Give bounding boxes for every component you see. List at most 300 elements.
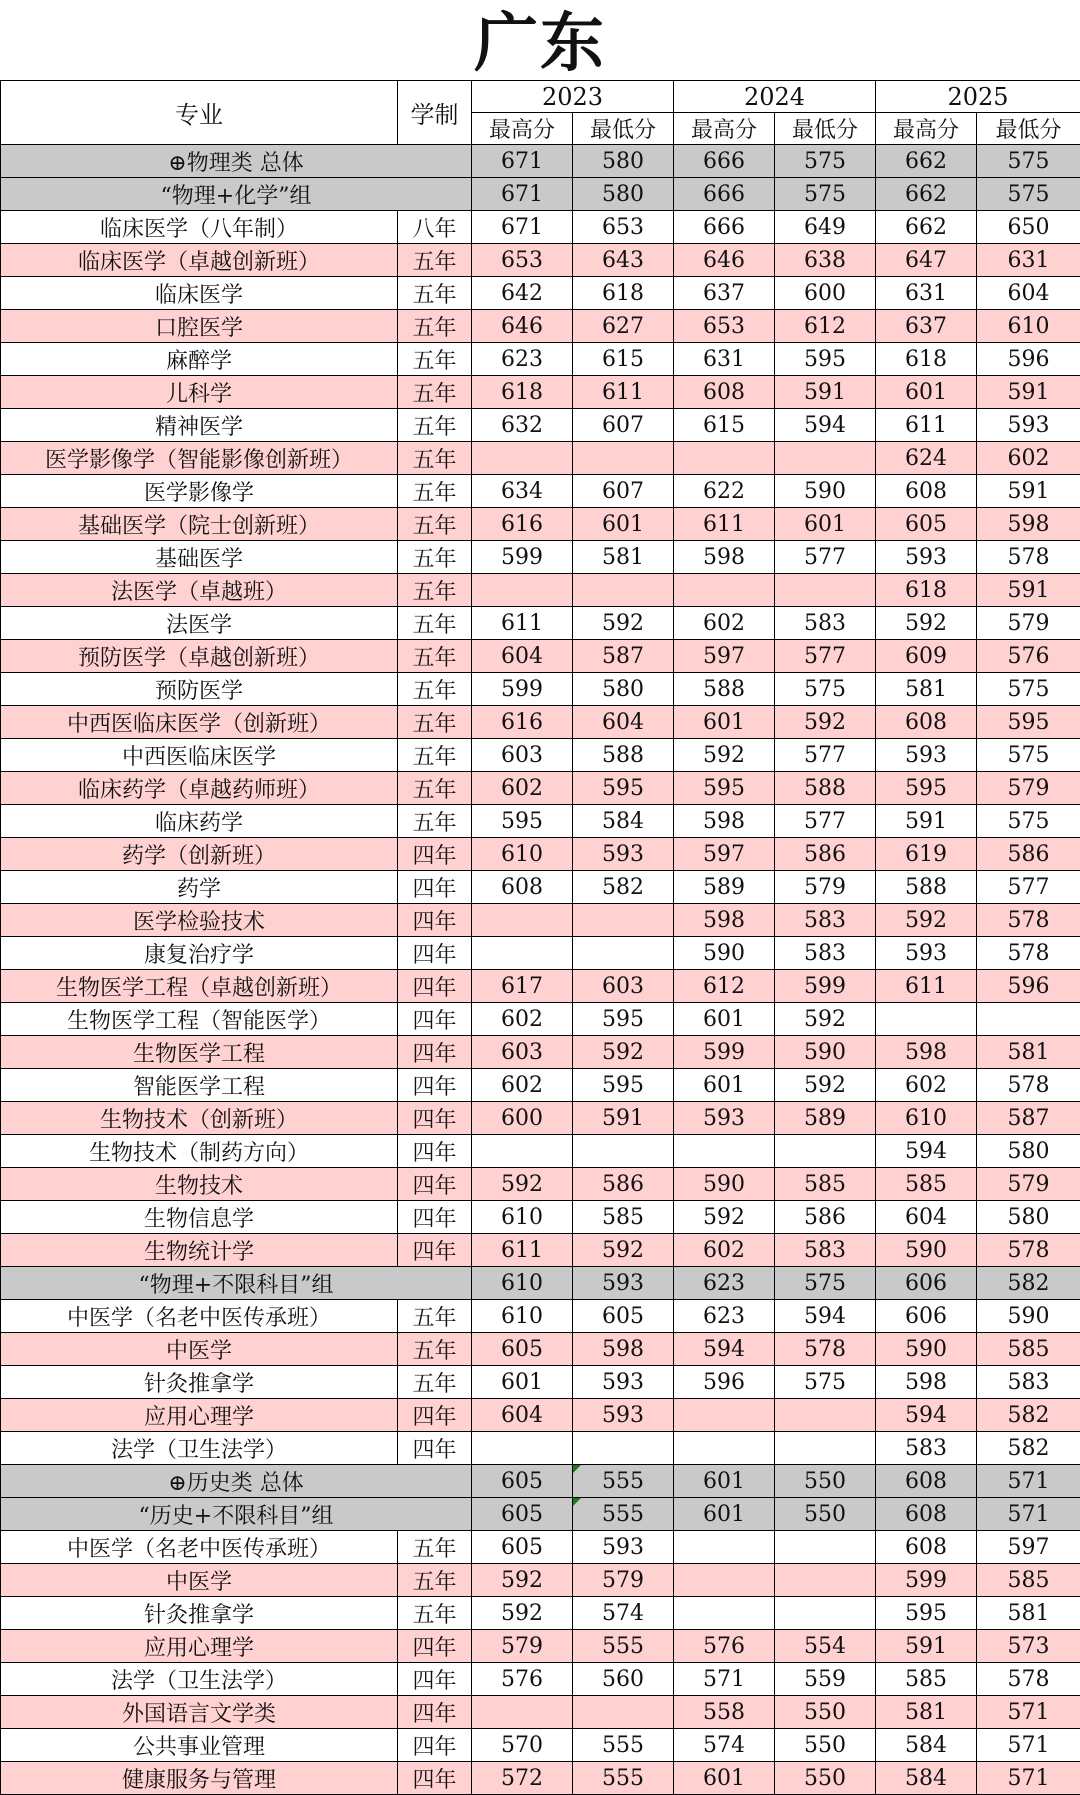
score-min-2025: 582 bbox=[977, 1432, 1080, 1465]
score-min-2024: 591 bbox=[775, 376, 876, 409]
score-max-2024: 558 bbox=[674, 1696, 775, 1729]
score-max-2023: 611 bbox=[472, 607, 573, 640]
score-max-2024: 598 bbox=[674, 805, 775, 838]
score-min-2023: 555 bbox=[573, 1498, 674, 1531]
duration: 四年 bbox=[398, 937, 472, 970]
major-name: 生物医学工程（卓越创新班） bbox=[1, 970, 398, 1003]
score-max-2023: 592 bbox=[472, 1597, 573, 1630]
score-max-2024: 601 bbox=[674, 1498, 775, 1531]
score-max-2024 bbox=[674, 1597, 775, 1630]
duration: 四年 bbox=[398, 1135, 472, 1168]
duration: 五年 bbox=[398, 739, 472, 772]
table-row bbox=[1, 508, 1080, 541]
score-max-2023: 642 bbox=[472, 277, 573, 310]
score-max-2024: 599 bbox=[674, 1036, 775, 1069]
duration: 五年 bbox=[398, 442, 472, 475]
table-row bbox=[1, 1003, 1080, 1036]
header-min-2024: 最低分 bbox=[775, 113, 876, 145]
group-label: ⊕物理类 总体 bbox=[1, 145, 472, 178]
score-min-2025: 579 bbox=[977, 1168, 1080, 1201]
major-name: 法医学（卓越班） bbox=[1, 574, 398, 607]
score-min-2025: 582 bbox=[977, 1399, 1080, 1432]
major-name: 法医学 bbox=[1, 607, 398, 640]
duration: 五年 bbox=[398, 1597, 472, 1630]
score-max-2024: 590 bbox=[674, 1168, 775, 1201]
score-max-2024 bbox=[674, 1135, 775, 1168]
score-min-2024: 585 bbox=[775, 1168, 876, 1201]
duration: 四年 bbox=[398, 1729, 472, 1762]
score-max-2025: 608 bbox=[876, 1465, 977, 1498]
score-max-2025: 588 bbox=[876, 871, 977, 904]
table-row bbox=[1, 1333, 1080, 1366]
score-max-2023: 603 bbox=[472, 1036, 573, 1069]
table-row bbox=[1, 1135, 1080, 1168]
score-min-2024: 600 bbox=[775, 277, 876, 310]
duration: 四年 bbox=[398, 1234, 472, 1267]
duration: 五年 bbox=[398, 475, 472, 508]
score-min-2025: 577 bbox=[977, 871, 1080, 904]
score-max-2025: 647 bbox=[876, 244, 977, 277]
score-min-2024: 583 bbox=[775, 904, 876, 937]
table-header bbox=[1, 81, 1080, 145]
score-min-2023: 555 bbox=[573, 1465, 674, 1498]
score-min-2025: 579 bbox=[977, 772, 1080, 805]
table-row bbox=[1, 1696, 1080, 1729]
score-max-2023: 623 bbox=[472, 343, 573, 376]
score-min-2024: 577 bbox=[775, 640, 876, 673]
table-row bbox=[1, 772, 1080, 805]
header-min-2025: 最低分 bbox=[977, 113, 1080, 145]
score-max-2023 bbox=[472, 1432, 573, 1465]
table-row bbox=[1, 310, 1080, 343]
table-row bbox=[1, 607, 1080, 640]
score-max-2024: 666 bbox=[674, 211, 775, 244]
score-max-2024 bbox=[674, 1564, 775, 1597]
score-min-2023 bbox=[573, 442, 674, 475]
score-min-2025: 590 bbox=[977, 1300, 1080, 1333]
score-max-2023: 602 bbox=[472, 1003, 573, 1036]
table-row bbox=[1, 1036, 1080, 1069]
score-min-2025: 581 bbox=[977, 1597, 1080, 1630]
table-row bbox=[1, 277, 1080, 310]
score-min-2023: 593 bbox=[573, 1267, 674, 1300]
score-min-2023: 555 bbox=[573, 1762, 674, 1795]
score-max-2025: 608 bbox=[876, 1498, 977, 1531]
score-max-2024: 611 bbox=[674, 508, 775, 541]
score-max-2025: 606 bbox=[876, 1267, 977, 1300]
score-max-2023: 617 bbox=[472, 970, 573, 1003]
score-min-2025: 575 bbox=[977, 805, 1080, 838]
score-max-2023: 602 bbox=[472, 1069, 573, 1102]
score-max-2024: 646 bbox=[674, 244, 775, 277]
score-max-2025: 606 bbox=[876, 1300, 977, 1333]
major-name: 药学（创新班） bbox=[1, 838, 398, 871]
major-name: 中医学（名老中医传承班） bbox=[1, 1300, 398, 1333]
score-max-2024: 601 bbox=[674, 1003, 775, 1036]
duration: 四年 bbox=[398, 871, 472, 904]
table-body bbox=[1, 145, 1080, 1795]
score-min-2023: 605 bbox=[573, 1300, 674, 1333]
duration: 四年 bbox=[398, 838, 472, 871]
duration: 五年 bbox=[398, 607, 472, 640]
score-max-2023: 646 bbox=[472, 310, 573, 343]
score-min-2024: 550 bbox=[775, 1465, 876, 1498]
score-max-2023: 671 bbox=[472, 145, 573, 178]
score-max-2023 bbox=[472, 904, 573, 937]
group-row bbox=[1, 1267, 1080, 1300]
score-max-2024: 637 bbox=[674, 277, 775, 310]
group-label: “物理+不限科目”组 bbox=[1, 1267, 472, 1300]
duration: 四年 bbox=[398, 1399, 472, 1432]
score-min-2023: 581 bbox=[573, 541, 674, 574]
major-name: 中西医临床医学 bbox=[1, 739, 398, 772]
score-max-2024: 590 bbox=[674, 937, 775, 970]
score-max-2024: 608 bbox=[674, 376, 775, 409]
duration: 五年 bbox=[398, 1333, 472, 1366]
score-min-2023: 607 bbox=[573, 409, 674, 442]
score-min-2024: 554 bbox=[775, 1630, 876, 1663]
major-name: 中医学（名老中医传承班） bbox=[1, 1531, 398, 1564]
score-max-2023: 616 bbox=[472, 706, 573, 739]
score-max-2025: 662 bbox=[876, 145, 977, 178]
score-min-2024: 638 bbox=[775, 244, 876, 277]
score-min-2023: 560 bbox=[573, 1663, 674, 1696]
score-min-2025: 575 bbox=[977, 178, 1080, 211]
duration: 四年 bbox=[398, 1003, 472, 1036]
score-min-2024 bbox=[775, 1399, 876, 1432]
score-min-2023: 593 bbox=[573, 1366, 674, 1399]
duration: 五年 bbox=[398, 1366, 472, 1399]
score-min-2023: 595 bbox=[573, 1069, 674, 1102]
table-row bbox=[1, 1300, 1080, 1333]
score-max-2025: 591 bbox=[876, 805, 977, 838]
duration: 五年 bbox=[398, 772, 472, 805]
score-min-2025: 593 bbox=[977, 409, 1080, 442]
major-name: 中医学 bbox=[1, 1333, 398, 1366]
score-min-2024: 583 bbox=[775, 937, 876, 970]
score-max-2023: 595 bbox=[472, 805, 573, 838]
score-max-2023: 592 bbox=[472, 1168, 573, 1201]
table-row bbox=[1, 1168, 1080, 1201]
duration: 五年 bbox=[398, 1531, 472, 1564]
major-name: 应用心理学 bbox=[1, 1630, 398, 1663]
score-min-2025: 591 bbox=[977, 475, 1080, 508]
score-min-2025: 571 bbox=[977, 1465, 1080, 1498]
duration: 五年 bbox=[398, 310, 472, 343]
score-min-2023: 574 bbox=[573, 1597, 674, 1630]
duration: 四年 bbox=[398, 1663, 472, 1696]
table-row bbox=[1, 1201, 1080, 1234]
score-max-2025: 608 bbox=[876, 475, 977, 508]
score-min-2024: 590 bbox=[775, 475, 876, 508]
score-max-2025: 610 bbox=[876, 1102, 977, 1135]
score-min-2023 bbox=[573, 1432, 674, 1465]
table-row bbox=[1, 343, 1080, 376]
score-min-2025: 578 bbox=[977, 1663, 1080, 1696]
score-max-2023: 599 bbox=[472, 673, 573, 706]
major-name: 生物技术（创新班） bbox=[1, 1102, 398, 1135]
score-max-2025: 601 bbox=[876, 376, 977, 409]
score-max-2024: 574 bbox=[674, 1729, 775, 1762]
score-min-2025: 586 bbox=[977, 838, 1080, 871]
score-max-2023: 604 bbox=[472, 640, 573, 673]
header-max-2025: 最高分 bbox=[876, 113, 977, 145]
score-min-2025: 602 bbox=[977, 442, 1080, 475]
major-name: 生物技术 bbox=[1, 1168, 398, 1201]
header-year-2023: 2023 bbox=[472, 81, 674, 113]
score-max-2023: 605 bbox=[472, 1498, 573, 1531]
table-row bbox=[1, 574, 1080, 607]
admission-score-table bbox=[0, 80, 1080, 1795]
score-min-2023: 582 bbox=[573, 871, 674, 904]
score-min-2023: 580 bbox=[573, 673, 674, 706]
score-min-2024: 577 bbox=[775, 805, 876, 838]
score-max-2024: 666 bbox=[674, 178, 775, 211]
score-min-2024: 589 bbox=[775, 1102, 876, 1135]
score-min-2024: 550 bbox=[775, 1498, 876, 1531]
score-min-2025: 583 bbox=[977, 1366, 1080, 1399]
group-row bbox=[1, 1498, 1080, 1531]
score-max-2023: 570 bbox=[472, 1729, 573, 1762]
score-min-2025: 585 bbox=[977, 1333, 1080, 1366]
score-min-2023: 555 bbox=[573, 1729, 674, 1762]
score-max-2024: 597 bbox=[674, 640, 775, 673]
score-min-2024: 592 bbox=[775, 1003, 876, 1036]
major-name: 临床医学 bbox=[1, 277, 398, 310]
score-max-2023: 603 bbox=[472, 739, 573, 772]
score-max-2024 bbox=[674, 1531, 775, 1564]
score-max-2025: 608 bbox=[876, 706, 977, 739]
score-max-2023 bbox=[472, 1696, 573, 1729]
score-min-2023: 615 bbox=[573, 343, 674, 376]
score-min-2023: 618 bbox=[573, 277, 674, 310]
table-row bbox=[1, 1102, 1080, 1135]
duration: 五年 bbox=[398, 244, 472, 277]
score-min-2025: 575 bbox=[977, 145, 1080, 178]
score-min-2023: 587 bbox=[573, 640, 674, 673]
major-name: 医学检验技术 bbox=[1, 904, 398, 937]
score-max-2025: 604 bbox=[876, 1201, 977, 1234]
group-label: “物理+化学”组 bbox=[1, 178, 472, 211]
duration: 五年 bbox=[398, 376, 472, 409]
header-year-2024: 2024 bbox=[674, 81, 876, 113]
group-label: ⊕历史类 总体 bbox=[1, 1465, 472, 1498]
major-name: 口腔医学 bbox=[1, 310, 398, 343]
major-name: 针灸推拿学 bbox=[1, 1366, 398, 1399]
score-min-2025: 596 bbox=[977, 343, 1080, 376]
score-min-2023 bbox=[573, 904, 674, 937]
score-min-2023: 593 bbox=[573, 838, 674, 871]
score-min-2025: 580 bbox=[977, 1201, 1080, 1234]
score-max-2023: 600 bbox=[472, 1102, 573, 1135]
score-min-2025: 575 bbox=[977, 673, 1080, 706]
header-max-2023: 最高分 bbox=[472, 113, 573, 145]
major-name: 精神医学 bbox=[1, 409, 398, 442]
score-min-2025: 571 bbox=[977, 1729, 1080, 1762]
score-max-2024: 597 bbox=[674, 838, 775, 871]
score-min-2025: 596 bbox=[977, 970, 1080, 1003]
score-max-2025: 584 bbox=[876, 1762, 977, 1795]
duration: 五年 bbox=[398, 640, 472, 673]
duration: 五年 bbox=[398, 673, 472, 706]
score-max-2024: 602 bbox=[674, 1234, 775, 1267]
table-row bbox=[1, 1564, 1080, 1597]
duration: 四年 bbox=[398, 1696, 472, 1729]
major-name: 临床药学 bbox=[1, 805, 398, 838]
table-row bbox=[1, 970, 1080, 1003]
score-min-2024 bbox=[775, 1432, 876, 1465]
score-min-2025: 610 bbox=[977, 310, 1080, 343]
major-name: 康复治疗学 bbox=[1, 937, 398, 970]
score-min-2025: 575 bbox=[977, 739, 1080, 772]
score-max-2025: 618 bbox=[876, 343, 977, 376]
score-min-2025: 582 bbox=[977, 1267, 1080, 1300]
score-max-2024 bbox=[674, 574, 775, 607]
score-max-2024 bbox=[674, 1432, 775, 1465]
score-max-2024: 601 bbox=[674, 706, 775, 739]
score-max-2025: 592 bbox=[876, 607, 977, 640]
table-row bbox=[1, 640, 1080, 673]
duration: 五年 bbox=[398, 541, 472, 574]
duration: 五年 bbox=[398, 1564, 472, 1597]
score-min-2023: 603 bbox=[573, 970, 674, 1003]
score-min-2024: 588 bbox=[775, 772, 876, 805]
score-max-2025: 590 bbox=[876, 1234, 977, 1267]
score-max-2024 bbox=[674, 1399, 775, 1432]
score-min-2023: 611 bbox=[573, 376, 674, 409]
table-row bbox=[1, 409, 1080, 442]
major-name: 临床医学（八年制） bbox=[1, 211, 398, 244]
score-max-2023: 599 bbox=[472, 541, 573, 574]
score-min-2023: 595 bbox=[573, 772, 674, 805]
page-title: 广东 bbox=[0, 0, 1080, 80]
score-max-2025: 611 bbox=[876, 409, 977, 442]
duration: 四年 bbox=[398, 970, 472, 1003]
score-min-2024 bbox=[775, 1531, 876, 1564]
score-max-2023: 634 bbox=[472, 475, 573, 508]
table-row bbox=[1, 1597, 1080, 1630]
table-row bbox=[1, 244, 1080, 277]
score-min-2023: 604 bbox=[573, 706, 674, 739]
major-name: 临床医学（卓越创新班） bbox=[1, 244, 398, 277]
score-min-2024: 583 bbox=[775, 1234, 876, 1267]
score-min-2024: 577 bbox=[775, 541, 876, 574]
score-min-2023: 595 bbox=[573, 1003, 674, 1036]
score-min-2024: 575 bbox=[775, 1267, 876, 1300]
score-max-2025: 618 bbox=[876, 574, 977, 607]
group-row bbox=[1, 178, 1080, 211]
score-min-2023: 585 bbox=[573, 1201, 674, 1234]
major-name: 预防医学（卓越创新班） bbox=[1, 640, 398, 673]
score-min-2025: 579 bbox=[977, 607, 1080, 640]
score-max-2024 bbox=[674, 442, 775, 475]
duration: 八年 bbox=[398, 211, 472, 244]
duration: 五年 bbox=[398, 508, 472, 541]
score-min-2024: 592 bbox=[775, 1069, 876, 1102]
table-row bbox=[1, 871, 1080, 904]
score-max-2025: 662 bbox=[876, 211, 977, 244]
score-min-2024: 599 bbox=[775, 970, 876, 1003]
score-min-2023: 580 bbox=[573, 145, 674, 178]
score-min-2023: 643 bbox=[573, 244, 674, 277]
major-name: 中西医临床医学（创新班） bbox=[1, 706, 398, 739]
score-max-2025: 584 bbox=[876, 1729, 977, 1762]
score-min-2025: 571 bbox=[977, 1762, 1080, 1795]
duration: 四年 bbox=[398, 1432, 472, 1465]
score-min-2023: 593 bbox=[573, 1399, 674, 1432]
score-min-2024: 649 bbox=[775, 211, 876, 244]
score-max-2024: 615 bbox=[674, 409, 775, 442]
score-max-2024: 588 bbox=[674, 673, 775, 706]
major-name: 公共事业管理 bbox=[1, 1729, 398, 1762]
major-name: 应用心理学 bbox=[1, 1399, 398, 1432]
score-min-2024: 583 bbox=[775, 607, 876, 640]
score-min-2023: 592 bbox=[573, 1234, 674, 1267]
duration: 五年 bbox=[398, 343, 472, 376]
table-row bbox=[1, 1663, 1080, 1696]
score-max-2024: 602 bbox=[674, 607, 775, 640]
duration: 四年 bbox=[398, 1168, 472, 1201]
table-row bbox=[1, 475, 1080, 508]
score-max-2023: 618 bbox=[472, 376, 573, 409]
table-row bbox=[1, 1531, 1080, 1564]
score-max-2023: 592 bbox=[472, 1564, 573, 1597]
score-min-2024: 601 bbox=[775, 508, 876, 541]
table-row bbox=[1, 706, 1080, 739]
score-min-2024: 577 bbox=[775, 739, 876, 772]
score-min-2023: 598 bbox=[573, 1333, 674, 1366]
score-min-2024: 559 bbox=[775, 1663, 876, 1696]
duration: 五年 bbox=[398, 805, 472, 838]
score-max-2025: 631 bbox=[876, 277, 977, 310]
score-min-2025: 573 bbox=[977, 1630, 1080, 1663]
score-min-2024: 575 bbox=[775, 145, 876, 178]
score-max-2024: 601 bbox=[674, 1069, 775, 1102]
score-min-2025: 580 bbox=[977, 1135, 1080, 1168]
score-min-2025: 598 bbox=[977, 508, 1080, 541]
score-max-2023: 604 bbox=[472, 1399, 573, 1432]
major-name: 临床药学（卓越药师班） bbox=[1, 772, 398, 805]
score-min-2025: 587 bbox=[977, 1102, 1080, 1135]
score-min-2023: 580 bbox=[573, 178, 674, 211]
score-min-2024: 575 bbox=[775, 178, 876, 211]
score-max-2024: 622 bbox=[674, 475, 775, 508]
score-min-2025: 591 bbox=[977, 574, 1080, 607]
score-max-2023: 616 bbox=[472, 508, 573, 541]
score-max-2024: 594 bbox=[674, 1333, 775, 1366]
major-name: 生物医学工程 bbox=[1, 1036, 398, 1069]
score-min-2024 bbox=[775, 1135, 876, 1168]
score-max-2025: 598 bbox=[876, 1036, 977, 1069]
score-max-2023: 632 bbox=[472, 409, 573, 442]
score-min-2025: 571 bbox=[977, 1498, 1080, 1531]
table-row bbox=[1, 904, 1080, 937]
score-min-2024: 594 bbox=[775, 409, 876, 442]
score-max-2024: 595 bbox=[674, 772, 775, 805]
table-row bbox=[1, 673, 1080, 706]
score-max-2025: 602 bbox=[876, 1069, 977, 1102]
score-min-2023 bbox=[573, 1135, 674, 1168]
score-min-2023 bbox=[573, 937, 674, 970]
score-max-2025: 637 bbox=[876, 310, 977, 343]
major-name: 法学（卫生法学） bbox=[1, 1663, 398, 1696]
duration: 五年 bbox=[398, 409, 472, 442]
score-min-2024: 586 bbox=[775, 1201, 876, 1234]
table-row bbox=[1, 211, 1080, 244]
duration: 四年 bbox=[398, 1762, 472, 1795]
major-name: 医学影像学（智能影像创新班） bbox=[1, 442, 398, 475]
score-min-2023: 555 bbox=[573, 1630, 674, 1663]
